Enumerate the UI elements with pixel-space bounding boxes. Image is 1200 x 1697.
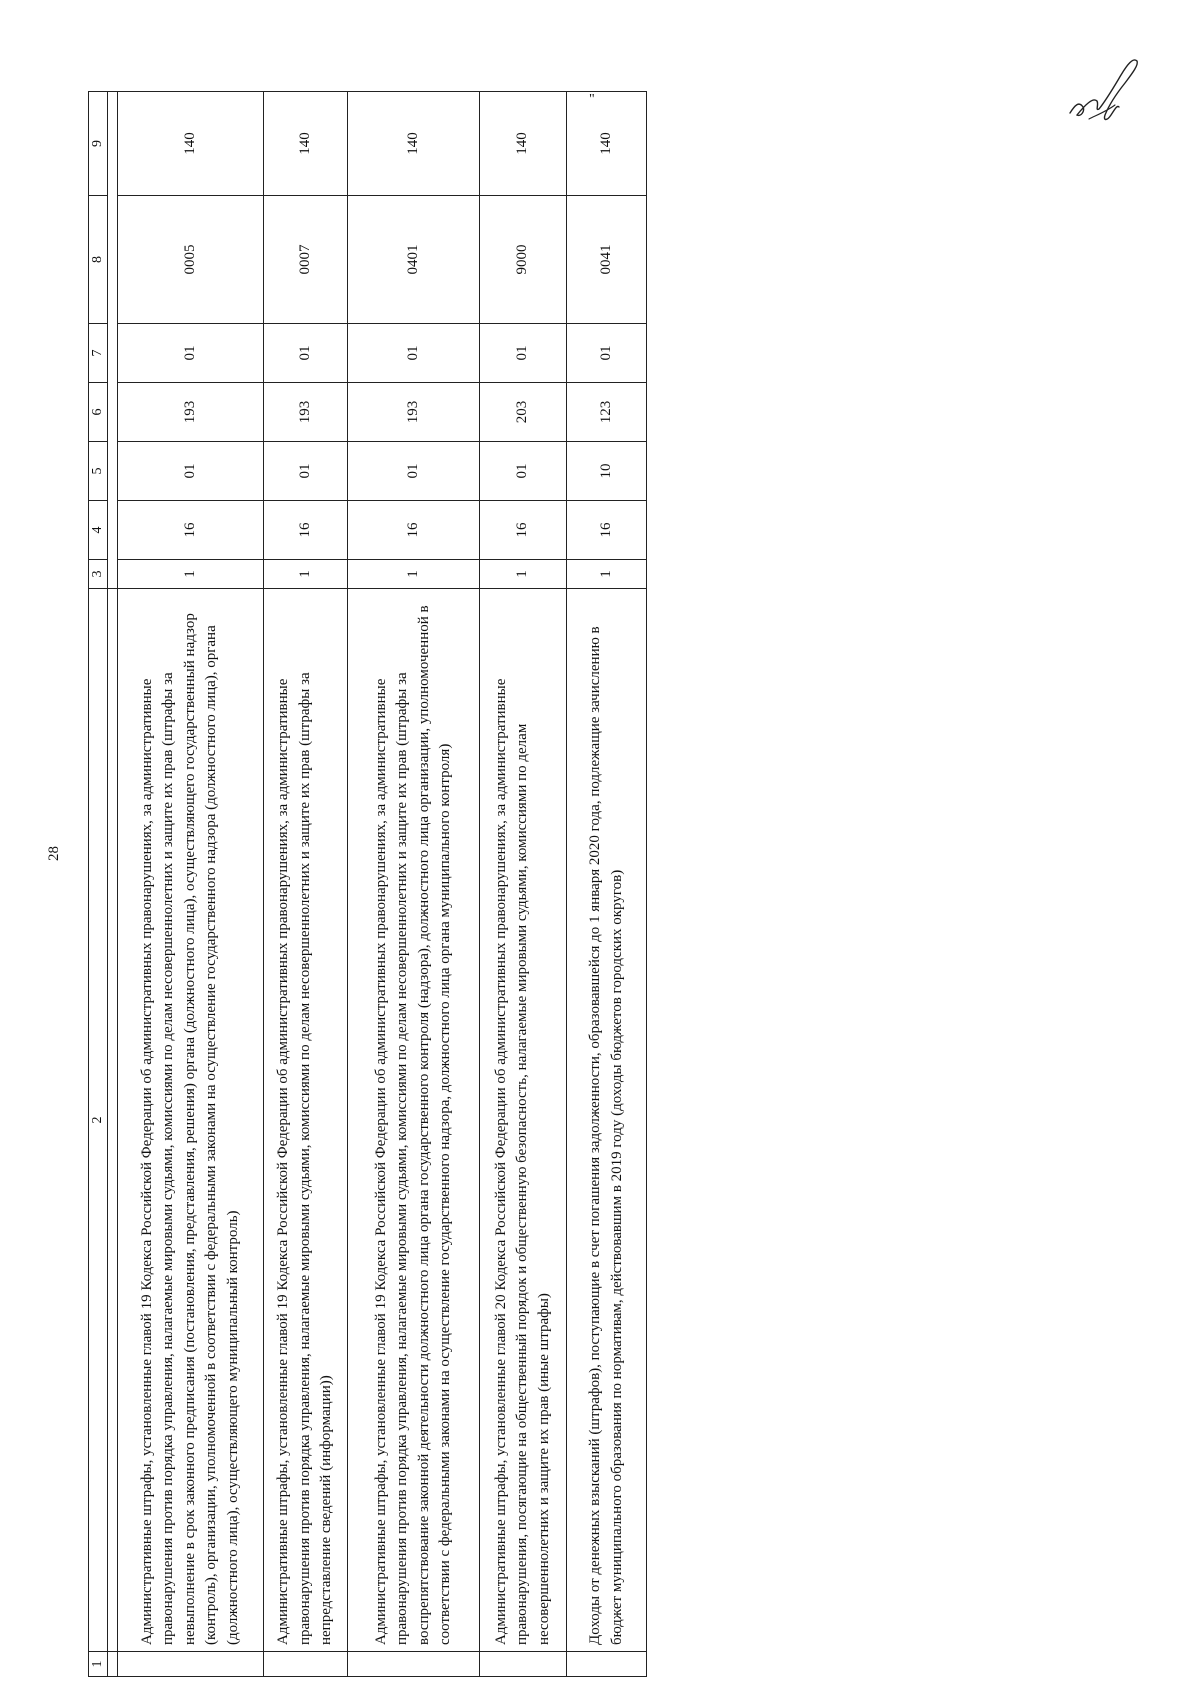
row-code-5: 01 bbox=[480, 442, 567, 501]
row-code-3: 1 bbox=[567, 560, 647, 589]
row-description: Доходы от денежных взысканий (штрафов), поступающие в счет погашения задолженности, образовавшейся до 1 января 2020 года, подлежащие зачислению в бюджет муниципального образования по нормативам, действовавшим в 2019 году (доходы бюджетов городских округов) bbox=[567, 589, 647, 1652]
row-code-4: 16 bbox=[264, 501, 348, 560]
row-code-3: 1 bbox=[348, 560, 480, 589]
row-description: Административные штрафы, установленные главой 19 Кодекса Российской Федерации об административных правонарушениях, за административные правонарушения против порядка управления, налагаемые мировыми судьями, комиссиями по делам несовершеннолетних и защите их прав (штрафы за невыполнение в срок законного предписания (постановления, представления, решения) органа (должностного лица), осуществляющего государственный надзор (контроль), организации, уполномоченной в соответствии с федеральными законами на осуществление государственного надзора (должностного лица), органа (должностного лица), осуществляющего муниципальный контроль) bbox=[118, 589, 264, 1652]
spacer-cell bbox=[108, 92, 118, 196]
row-code-5: 10 bbox=[567, 442, 647, 501]
header-col-9: 9 bbox=[89, 92, 108, 196]
row-code-8: 0007 bbox=[264, 196, 348, 324]
table-row bbox=[348, 92, 480, 1677]
row-code-6: 203 bbox=[480, 383, 567, 442]
header-col-1: 1 bbox=[89, 1652, 108, 1677]
header-col-8: 8 bbox=[89, 196, 108, 324]
row-code-6: 193 bbox=[118, 383, 264, 442]
row-code-8: 0041 bbox=[567, 196, 647, 324]
row-code-3: 1 bbox=[480, 560, 567, 589]
row-blank-cell bbox=[348, 1652, 480, 1677]
row-code-9: 140 bbox=[264, 92, 348, 196]
header-row bbox=[89, 92, 108, 1677]
spacer-cell bbox=[108, 560, 118, 589]
row-code-6: 193 bbox=[348, 383, 480, 442]
spacer-cell bbox=[108, 442, 118, 501]
header-col-6: 6 bbox=[89, 383, 108, 442]
row-code-4: 16 bbox=[567, 501, 647, 560]
table-row bbox=[264, 92, 348, 1677]
handwritten-signature bbox=[1045, 35, 1165, 145]
table-row bbox=[118, 92, 264, 1677]
revenue-codes-table bbox=[88, 92, 644, 1677]
header-col-5: 5 bbox=[89, 442, 108, 501]
row-code-3: 1 bbox=[118, 560, 264, 589]
row-code-4: 16 bbox=[118, 501, 264, 560]
spacer-cell bbox=[108, 383, 118, 442]
spacer-cell bbox=[108, 501, 118, 560]
row-code-7: 01 bbox=[480, 324, 567, 383]
header-col-7: 7 bbox=[89, 324, 108, 383]
spacer-cell bbox=[108, 196, 118, 324]
row-code-9: 140 bbox=[118, 92, 264, 196]
row-code-8: 0005 bbox=[118, 196, 264, 324]
row-description: Административные штрафы, установленные главой 20 Кодекса Российской Федерации об административных правонарушениях, за административные правонарушения, посягающие на общественный порядок и общественную безопасность, налагаемые мировыми судьями, комиссиями по делам несовершеннолетних и защите их прав (иные штрафы) bbox=[480, 589, 567, 1652]
page-number: 28 bbox=[45, 845, 62, 861]
row-code-6: 193 bbox=[264, 383, 348, 442]
row-code-8: 9000 bbox=[480, 196, 567, 324]
spacer-cell bbox=[108, 324, 118, 383]
row-description: Административные штрафы, установленные главой 19 Кодекса Российской Федерации об административных правонарушениях, за административные правонарушения против порядка управления, налагаемые мировыми судьями, комиссиями по делам несовершеннолетних и защите их прав (штрафы за воспрепятствование законной деятельности должностного лица органа государственного контроля (надзора), должностного лица организации, уполномоченной в соответствии с федеральными законами на осуществление государственного надзора, должностного лица органа муниципального контроля) bbox=[348, 589, 480, 1652]
row-blank-cell bbox=[264, 1652, 348, 1677]
row-code-9: 140 bbox=[567, 92, 647, 196]
row-code-7: 01 bbox=[118, 324, 264, 383]
row-code-4: 16 bbox=[348, 501, 480, 560]
spacer-row bbox=[108, 92, 118, 1677]
row-code-4: 16 bbox=[480, 501, 567, 560]
row-description: Административные штрафы, установленные главой 19 Кодекса Российской Федерации об административных правонарушениях, за административные правонарушения против порядка управления, налагаемые мировыми судьями, комиссиями по делам несовершеннолетних и защите их прав (штрафы за непредставление сведений (информации)) bbox=[264, 589, 348, 1652]
row-code-3: 1 bbox=[264, 560, 348, 589]
row-code-9: 140 bbox=[480, 92, 567, 196]
row-code-7: 01 bbox=[348, 324, 480, 383]
row-code-7: 01 bbox=[567, 324, 647, 383]
closing-quote-mark: " bbox=[589, 92, 595, 107]
row-code-5: 01 bbox=[118, 442, 264, 501]
header-col-4: 4 bbox=[89, 501, 108, 560]
header-col-3: 3 bbox=[89, 560, 108, 589]
table-row bbox=[480, 92, 567, 1677]
row-blank-cell bbox=[118, 1652, 264, 1677]
row-code-9: 140 bbox=[348, 92, 480, 196]
row-code-6: 123 bbox=[567, 383, 647, 442]
row-blank-cell bbox=[480, 1652, 567, 1677]
spacer-cell bbox=[108, 589, 118, 1652]
row-code-5: 01 bbox=[348, 442, 480, 501]
spacer-cell bbox=[108, 1652, 118, 1677]
row-code-5: 01 bbox=[264, 442, 348, 501]
row-blank-cell bbox=[567, 1652, 647, 1677]
row-code-8: 0401 bbox=[348, 196, 480, 324]
table-row bbox=[567, 92, 647, 1677]
header-col-2: 2 bbox=[89, 589, 108, 1652]
row-code-7: 01 bbox=[264, 324, 348, 383]
